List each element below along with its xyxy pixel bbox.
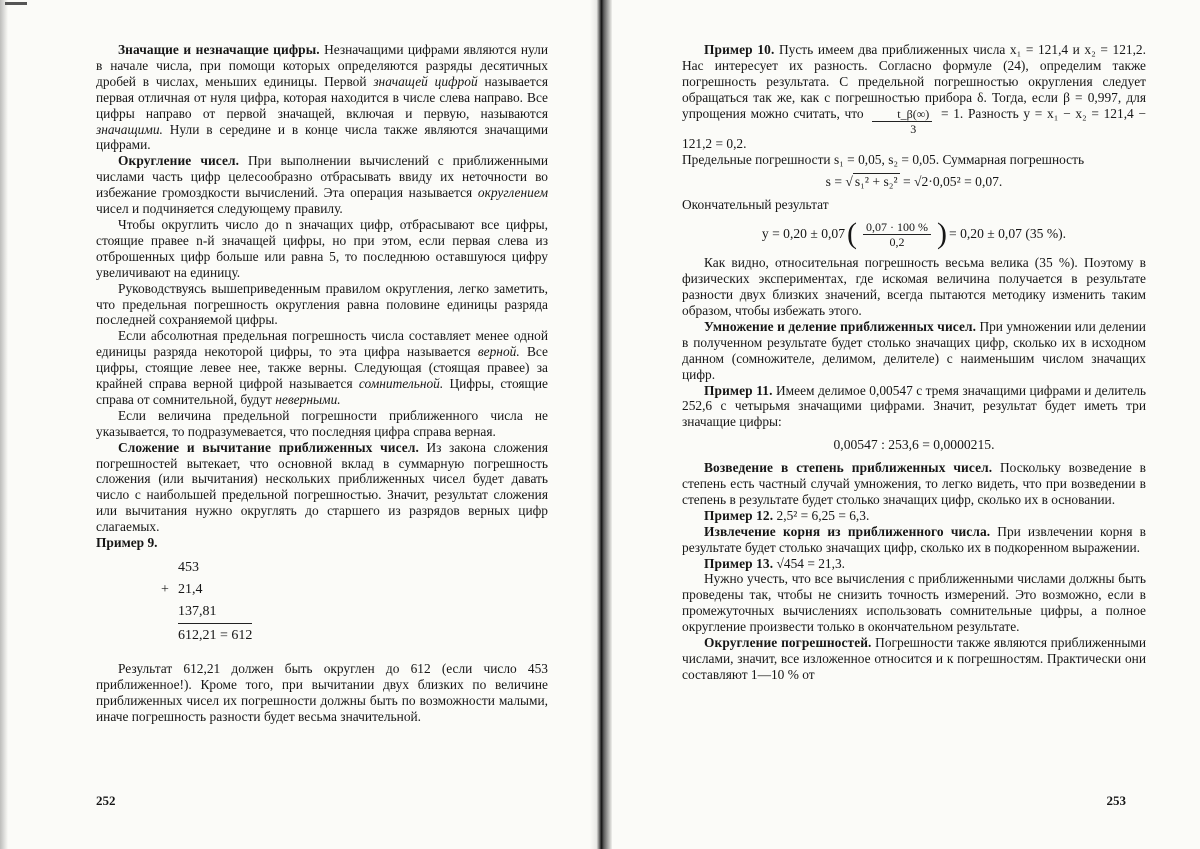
paragraph-multiplication: Умножение и деление приближенных чисел. При умножении или делении в полученном результате будет столько значащих цифр, сколько их в исходном данном (сомножителе, делимом, делителе) с наименьшим числом значащих цифр. [682,318,1146,382]
heading-significant-digits: Значащие и незначащие цифры. [118,42,320,57]
paragraph-example-11: Пример 11. Имеем делимое 0,00547 с тремя значащими цифрами и делитель 252,6 с четырьмя значащими цифрами. Значит, результат будет иметь три значащие цифры: [682,382,1147,430]
sum-total: 612,21 = 612 [178,623,252,647]
paragraph-relative-error: Как видно, относительная погрешность весьма велика (35 %). Поэтому в физических экспериментах, где искомая величина получается в результате разности двух близких значений, всегда пытаются методику изменить таким образом, чтобы избежать этого. [682,255,1146,318]
paragraph-rounding-rule: Чтобы округлить число до n значащих цифр, отбрасывают все цифры, стоящие правее n-й значащей цифры, но при этом, если первая слева из отброшенных цифр больше или равна 5, то последнюю оставшуюся цифру увеличивают на единицу. [96,216,548,280]
paragraph-example-13: Пример 13. √454 = 21,3. [704,555,846,571]
heading-rounding: Округление чисел. [118,153,240,169]
sum-term-2: 21,4 [178,582,203,597]
final-result-label: Окончательный результат [682,197,829,213]
heading-addition: Сложение и вычитание приближенных чисел. [118,439,419,455]
paragraph-calculation-note: Нужно учесть, что все вычисления с приближенными числами должны быть проведены так, чтобы не снизить точность измерений. Это возможно, если в промежуточных вычислениях использовать сомнительные цифры, а полное округление произвести только в окончательном результате. [682,571,1146,635]
paragraph-rounding-guide: Руководствуясь вышеприведенным правилом округления, легко заметить, что предельная погрешность округления равна половине единицы разряда последней сохраняемой цифры. [96,280,548,328]
heading-root: Извлечение корня из приближенного числа. [704,523,991,539]
sum-term-1: 453 [178,560,199,575]
example-10-title: Пример 10. [704,42,775,57]
example-9-title: Пример 9. [96,535,158,551]
paragraph-example-12: Пример 12. 2,5² = 6,25 = 6,3. [704,507,870,523]
paragraph-error-rounding: Округление погрешностей. Погрешности также являются приближенными числами, значит, все изложенное относится и к погрешностям. Практически они составляют 1—10 % от [682,635,1146,682]
sum-term-3: 137,81 [178,604,217,619]
fraction-relative-error: $\frac{0,07 \cdot 100 \%}{0,2}$ [863,220,931,249]
right-text-column [682,42,1146,683]
paragraph-rounding: Округление чисел. При выполнении вычислений с приближенными числами часть цифр целесообразно отбрасывать ввиду их неточности во избежание громоздкости вычислений. Эта операция называется округлением чисел и подчиняется следующему правилу. [96,153,548,217]
formula-total-error: s = √ s₁² + s₂² = √2·0,05² = 0,07. [825,174,1003,190]
paragraph-absolute-error: Если абсолютная предельная погрешность числа составляет менее одной единицы разряда некоторой цифры, то эта цифра называется верной. Все цифры, стоящие левее нее, также верны. Следующая (стоящая правее) за крайней справа верной цифрой называется сомнительной. Цифры, стоящие справа от сомнительной, будут неверными. [96,328,548,407]
formula-final-result: y = 0,20 ± 0,07 ( $\frac{0,07 \cdot 100 \%}{0,2}$ ) = 0,20 ± 0,07 (35 %). [761,217,1067,251]
example-9-sum [152,557,352,647]
paragraph-root: Извлечение корня из приближенного числа. При извлечении корня в результате будет столько значащих цифр, сколько их в подкоренном выражении. [682,523,1146,555]
page-number-left: 252 [96,793,116,808]
heading-error-rounding: Округление погрешностей. [704,635,872,651]
example-13-title: Пример 13. [704,555,774,571]
paragraph-example-10: Пример 10. Пусть имеем два приближенных числа x₁ = 121,4 и x₂ = 121,2. Нас интересует их разность. Согласно формуле (24), определим также погрешность результата. С предельной погрешностью округления следует обращаться так же, как с погрешностью прибора δ. Тогда, если β = 0,997, для упрощения можно считать, что $\frac{t\_\beta(\infty)}{3}$ = 1. Разность y = x₁ − x₂ = 121,4 − 121,2 = 0,2. [682,42,1146,151]
heading-multiplication: Умножение и деление приближенных чисел. [704,318,977,334]
paragraph-power: Возведение в степень приближенных чисел. Поскольку возведение в степень есть частный случай умножения, то легко видеть, что при возведении в степень в результате будет столько значащих цифр, сколько их в основании. [682,460,1146,507]
paragraph-addition: Сложение и вычитание приближенных чисел. Из закона сложения погрешностей вытекает, что основной вклад в суммарную погрешность сложения (или вычитания) нескольких приближенных чисел будет давать число с наибольшей предельной погрешностью. Значит, результат сложения или вычитания нужно округлять до старшего из разрядов верных цифр слагаемых. [96,439,549,535]
example-12-title: Пример 12. [704,507,774,523]
left-page [0,0,598,849]
plus-sign: + [161,582,169,597]
left-text-column [96,42,548,725]
formula-example-11: 0,00547 : 253,6 = 0,0000215. [833,437,995,453]
paragraph-limit-error: Если величина предельной погрешности приближенного числа не указывается, то подразумевается, что последняя цифра справа верная. [96,407,548,439]
right-page [602,0,1200,849]
fraction-t-beta: $\frac{t\_\beta(\infty)}{3}$ [872,107,932,136]
paragraph-example-9-result: Результат 612,21 должен быть округлен до 612 (если число 453 приближенное!). Кроме того, при вычитании двух близких по величине приближенных чисел их погрешности должны быть по возможности малыми, иначе погрешность разности будет весьма значительной. [96,661,548,724]
heading-power: Возведение в степень приближенных чисел. [704,460,993,476]
example-11-title: Пример 11. [704,382,773,398]
paragraph-significant-digits: Значащие и незначащие цифры. Незначащими цифрами являются нули в начале числа, при помощи которых определяются разряды десятичных дробей в числах, меньших единицы. Первой значащей цифрой называется первая отличная от нуля цифра, которая находится в числе слева направо. Все цифры направо от первой значащей, включая и первую, называются значащими. Нули в середине и в конце числа также являются значащими цифрами. [96,42,549,153]
page-number-right: 253 [1106,793,1126,808]
paragraph-limit-errors: Предельные погрешности s₁ = 0,05, s₂ = 0,05. Суммарная погрешность [682,151,1085,167]
